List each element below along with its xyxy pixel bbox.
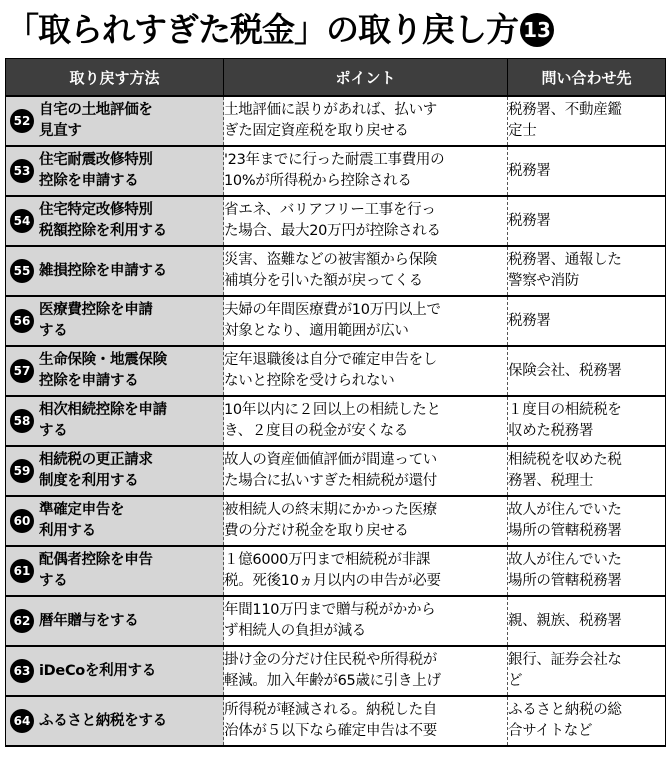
point-text: 故人の資産価値評価が間違ってい た場合に払いすぎた相続税が還付	[224, 452, 437, 489]
contact-cell	[508, 296, 666, 346]
point-text: 災害、盗難などの被害額から保険 補填分を引いた額が戻ってくる	[224, 252, 437, 289]
method-cell	[6, 496, 224, 546]
point-cell	[224, 246, 508, 296]
method-text: iDeCoを利用する	[39, 662, 156, 679]
contact-cell	[508, 246, 666, 296]
table-row	[6, 96, 666, 146]
contact-text: ふるさと納税の総 合サイトなど	[508, 702, 622, 739]
contact-text: 税務署	[508, 212, 551, 229]
point-cell	[224, 296, 508, 346]
method-text: ふるさと納税をする	[39, 712, 167, 729]
method-text: 相続税の更正請求 制度を利用する	[39, 452, 153, 489]
row-number-badge: 61	[10, 559, 34, 583]
contact-cell	[508, 646, 666, 696]
contact-text: 故人が住んでいた 場所の管轄税務署	[508, 502, 622, 539]
contact-cell	[508, 346, 666, 396]
method-cell	[6, 346, 224, 396]
refund-methods-table	[5, 58, 666, 747]
point-cell	[224, 546, 508, 596]
header-point: ポイント	[224, 59, 508, 97]
page-title	[6, 6, 554, 54]
point-text: 土地評価に誤りがあれば、払いす ぎた固定資産税を取り戻せる	[224, 102, 437, 139]
contact-cell	[508, 196, 666, 246]
point-text: '23年までに行った耐震工事費用の 10%が所得税から控除される	[224, 152, 445, 189]
row-number-badge: 55	[10, 259, 34, 283]
point-cell	[224, 146, 508, 196]
point-cell	[224, 696, 508, 746]
contact-cell	[508, 446, 666, 496]
point-cell	[224, 496, 508, 546]
method-cell	[6, 596, 224, 646]
table-row	[6, 496, 666, 546]
method-cell	[6, 196, 224, 246]
point-cell	[224, 446, 508, 496]
table-row	[6, 646, 666, 696]
method-cell	[6, 696, 224, 746]
point-cell	[224, 346, 508, 396]
row-number-badge: 60	[10, 509, 34, 533]
table-header-row	[6, 59, 666, 97]
method-cell	[6, 396, 224, 446]
method-cell	[6, 96, 224, 146]
point-text: １億6000万円まで相続税が非課 税。死後10ヵ月以内の申告が必要	[224, 552, 441, 589]
method-text: 生命保険・地震保険 控除を申請する	[39, 352, 167, 389]
point-cell	[224, 396, 508, 446]
contact-cell	[508, 546, 666, 596]
table-row	[6, 546, 666, 596]
row-number-badge: 52	[10, 109, 34, 133]
contact-cell	[508, 596, 666, 646]
point-text: 夫婦の年間医療費が10万円以上で 対象となり、適用範囲が広い	[224, 302, 441, 339]
row-number-badge: 63	[10, 659, 34, 683]
contact-text: 税務署、不動産鑑 定士	[508, 102, 622, 139]
row-number-badge: 57	[10, 359, 34, 383]
point-cell	[224, 596, 508, 646]
header-contact: 問い合わせ先	[508, 59, 666, 97]
header-method: 取り戻す方法	[6, 59, 224, 97]
table-row	[6, 696, 666, 746]
method-cell	[6, 146, 224, 196]
method-text: 配偶者控除を申告 する	[39, 552, 153, 589]
row-number-badge: 56	[10, 309, 34, 333]
contact-text: 相続税を収めた税 務署、税理士	[508, 452, 622, 489]
contact-text: 税務署	[508, 312, 551, 329]
point-cell	[224, 196, 508, 246]
row-number-badge: 58	[10, 409, 34, 433]
contact-text: 銀行、証券会社な ど	[508, 652, 622, 689]
contact-text: 故人が住んでいた 場所の管轄税務署	[508, 552, 622, 589]
row-number-badge: 53	[10, 159, 34, 183]
method-cell	[6, 446, 224, 496]
point-cell	[224, 96, 508, 146]
contact-cell	[508, 396, 666, 446]
row-number-badge: 54	[10, 209, 34, 233]
method-text: 雑損控除を申請する	[39, 262, 167, 279]
contact-cell	[508, 146, 666, 196]
table-row	[6, 296, 666, 346]
table-row	[6, 146, 666, 196]
table-row	[6, 246, 666, 296]
row-number-badge: 59	[10, 459, 34, 483]
table-row	[6, 446, 666, 496]
point-text: 10年以内に２回以上の相続したと き、２度目の税金が安くなる	[224, 402, 441, 439]
row-number-badge: 64	[10, 709, 34, 733]
point-text: 被相続人の終末期にかかった医療 費の分だけ税金を取り戻せる	[224, 502, 437, 539]
point-text: 定年退職後は自分で確定申告をし ないと控除を受けられない	[224, 352, 437, 389]
method-cell	[6, 296, 224, 346]
contact-text: １度目の相続税を 収めた税務署	[508, 402, 622, 439]
contact-text: 親、親族、税務署	[508, 612, 622, 629]
title-number-badge: 13	[520, 13, 554, 47]
title-text: 「取られすぎた税金」の取り戻し方	[6, 10, 518, 49]
point-cell	[224, 646, 508, 696]
contact-text: 税務署	[508, 162, 551, 179]
method-text: 暦年贈与をする	[39, 612, 139, 629]
contact-cell	[508, 696, 666, 746]
method-text: 相次相続控除を申請 する	[39, 402, 167, 439]
table-row	[6, 196, 666, 246]
table-row	[6, 396, 666, 446]
method-cell	[6, 246, 224, 296]
row-number-badge: 62	[10, 609, 34, 633]
point-text: 省エネ、バリアフリー工事を行っ た場合、最大20万円が控除される	[224, 202, 441, 239]
contact-cell	[508, 496, 666, 546]
table-row	[6, 346, 666, 396]
method-text: 自宅の土地評価を 見直す	[39, 102, 153, 139]
method-cell	[6, 646, 224, 696]
point-text: 年間110万円まで贈与税がかから ず相続人の負担が減る	[224, 602, 436, 639]
method-text: 住宅特定改修特別 税額控除を利用する	[39, 202, 167, 239]
method-text: 医療費控除を申請 する	[39, 302, 153, 339]
contact-text: 税務署、通報した 警察や消防	[508, 252, 622, 289]
point-text: 所得税が軽減される。納税した自 治体が５以下なら確定申告は不要	[224, 702, 437, 739]
method-text: 住宅耐震改修特別 控除を申請する	[39, 152, 153, 189]
method-cell	[6, 546, 224, 596]
table-row	[6, 596, 666, 646]
contact-text: 保険会社、税務署	[508, 362, 622, 379]
method-text: 準確定申告を 利用する	[39, 502, 125, 539]
contact-cell	[508, 96, 666, 146]
point-text: 掛け金の分だけ住民税や所得税が 軽減。加入年齢が65歳に引き上げ	[224, 652, 441, 689]
